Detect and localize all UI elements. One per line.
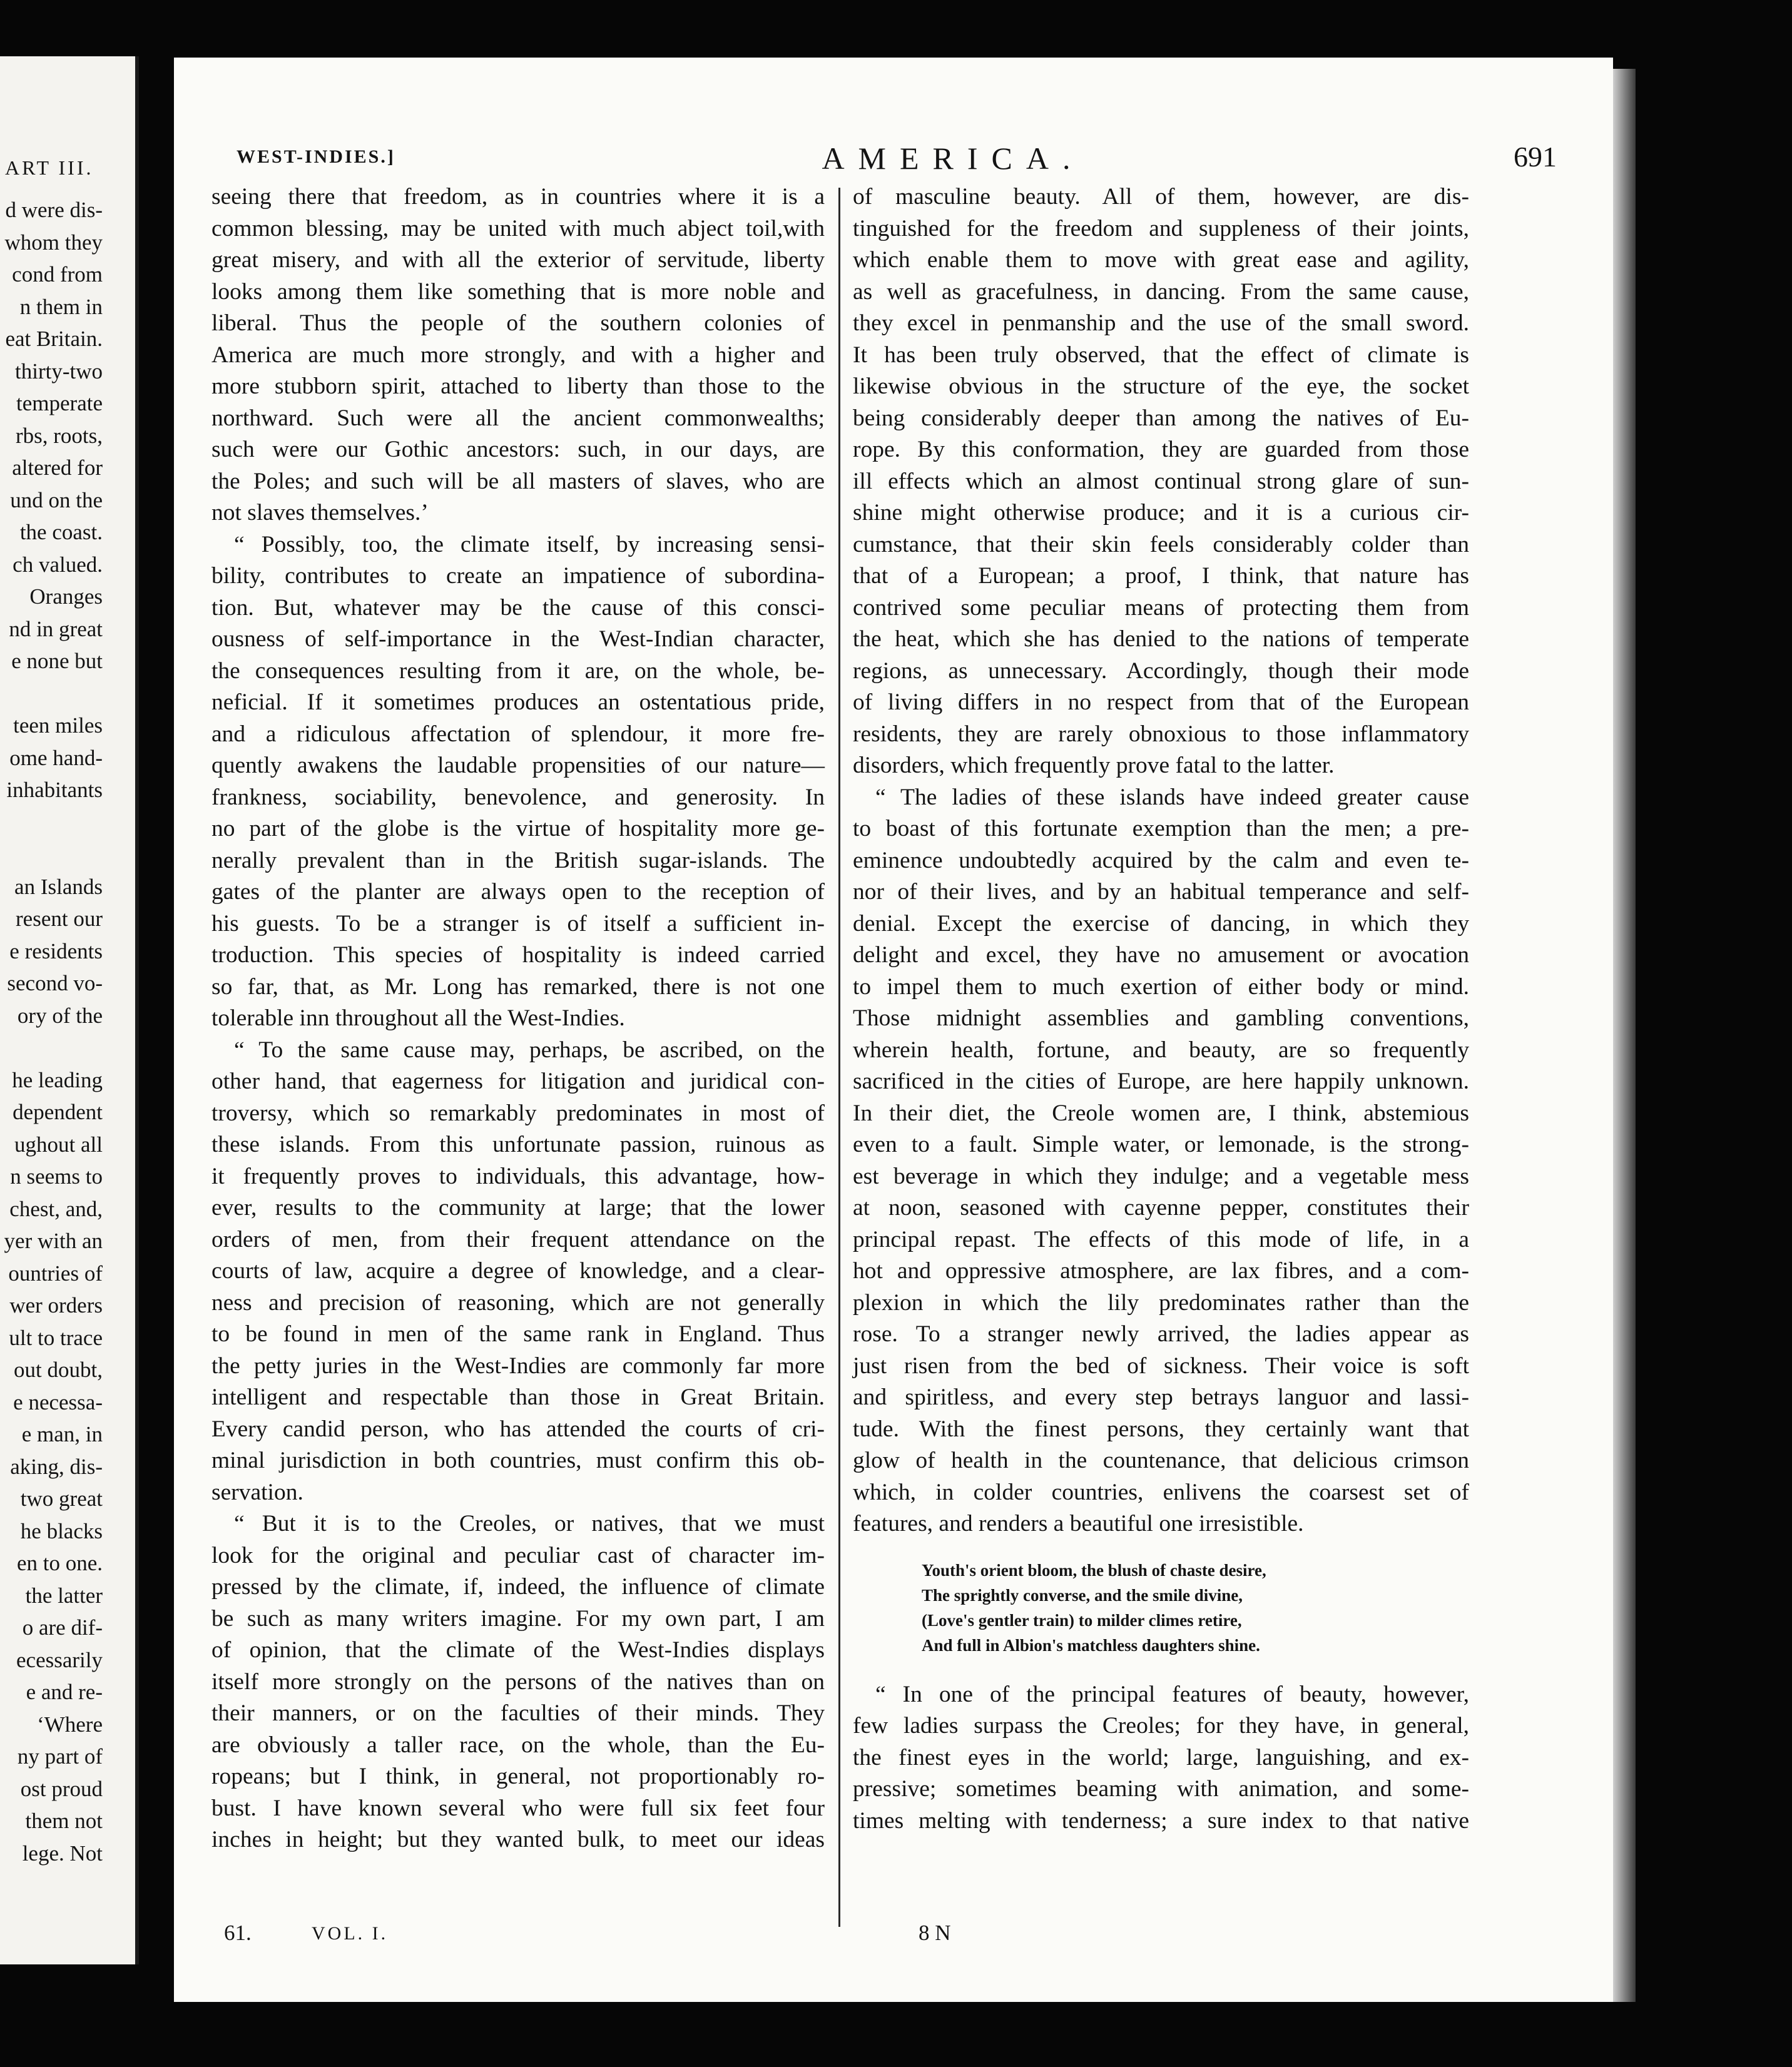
previous-page-line: rbs, roots, [15,423,103,448]
previous-page-line: an Islands [14,874,103,899]
previous-page-line: e man, in [21,1422,103,1446]
previous-page-line: e and re- [26,1680,103,1704]
column-divider [838,188,840,1927]
text-line: “ But it is to the Creoles, or natives, that we must [234,1511,825,1536]
previous-page-line: ost proud [20,1776,103,1801]
signature-mark: 8 N [919,1921,951,1945]
text-line: “ In one of the principal features of beauty, however, [875,1681,1469,1707]
text-line: ever, results to the community at large; that the lower [211,1195,825,1221]
previous-page-line: e none but [11,649,103,673]
previous-page-line: he blacks [20,1518,103,1543]
previous-page-line: teen miles [13,713,103,738]
text-line: plexion in which the lily predominates rather than the [853,1289,1469,1316]
previous-page-line: two great [20,1486,103,1511]
previous-page-line: ory of the [17,1003,103,1028]
text-line: features, and renders a beautiful one irresistible. [853,1511,1304,1536]
text-line: to impel them to much exertion of either body or mind. [853,973,1469,1000]
text-line: ropeans; but I think, in general, not proportionably ro- [211,1764,825,1789]
text-line: of masculine beauty. All of them, however, are dis- [853,184,1469,210]
text-line: likewise obvious in the structure of the eye, the socket [853,373,1469,399]
text-line: glow of health in the countenance, that delicious crimson [853,1448,1469,1473]
previous-page-line: ecessarily [16,1647,103,1672]
text-line: Those midnight assemblies and gambling conventions, [853,1005,1469,1031]
previous-page-line [0,838,103,871]
previous-page-line: eat Britain. [5,327,103,351]
previous-page-line: n them in [19,294,103,319]
signature-line [211,1921,951,1956]
previous-page-line: und on the [10,487,103,512]
page-number: 691 [1514,141,1557,173]
book-page [174,58,1613,2002]
text-line: few ladies surpass the Creoles; for they have, in general, [853,1713,1469,1739]
text-line: be such as many writers imagine. For my own part, I am [211,1605,825,1632]
text-line: the heat, which she has denied to the nations of temperate [853,626,1469,652]
text-line: delight and excel, they have no amusement or avocation [853,942,1469,968]
text-line: not slaves themselves.’ [211,500,429,526]
text-line: pressive; sometimes beaming with animation, and some- [853,1776,1469,1802]
text-line: Every candid person, who has attended the courts of cri- [211,1416,825,1442]
previous-page-line: temperate [16,391,103,415]
text-line: they excel in penmanship and the use of the small sword. [853,310,1469,336]
text-line: regions, as unnecessary. Accordingly, though their mode [853,658,1469,684]
text-line: disorders, which frequently prove fatal to the latter. [853,753,1335,778]
text-line: cumstance, that their skin feels considerably colder than [853,531,1469,557]
previous-page-line: lege. Not [22,1841,103,1866]
text-line: shine might otherwise produce; and it is a curious cir- [853,500,1469,526]
previous-page-line: ch valued. [13,552,103,577]
text-line: his guests. To be a stranger is of itself a sufficient in- [211,910,825,937]
previous-page-text [0,194,103,1869]
previous-page-line: ughout all [14,1132,103,1157]
text-line: such were our Gothic ancestors: such, in our days, are [211,437,825,462]
text-line: eminence undoubtedly acquired by the calm and even te- [853,847,1469,873]
previous-page-line: second vo- [7,971,103,995]
text-line: gates of the planter are always open to the reception of [211,879,825,905]
text-line: that of a European; a proof, I think, that nature has [853,563,1469,589]
previous-page-line: yer with an [4,1229,103,1253]
text-line: ousness of self-importance in the West-Indian character, [211,626,825,652]
previous-page-line: cond from [12,262,103,287]
text-line: to boast of this fortunate exemption than the men; a pre- [853,816,1469,841]
text-line: looks among them like something that is more noble and [211,278,825,305]
previous-page-line: thirty-two [15,358,103,383]
text-line: and spiritless, and every step betrays languor and lassi- [853,1384,1469,1410]
previous-page-line: en to one. [16,1551,103,1575]
text-line: great misery, and with all the exterior of servitude, liberty [211,247,825,273]
previous-page-line: them not [25,1809,103,1833]
text-line: liberal. Thus the people of the southern colonies of [211,310,825,336]
text-line: est beverage in which they indulge; and a vegetable mess [853,1163,1469,1189]
text-line: residents, they are rarely obnoxious to those inflammatory [853,721,1469,747]
previous-page-line: inhabitants [6,778,103,802]
previous-page-line: ountries of [8,1261,103,1286]
verse-line: (Love's gentler train) to milder climes retire, [922,1610,1242,1630]
text-line: the Poles; and such will be all masters of slaves, who are [211,468,825,494]
text-line: It has been truly observed, that the effect of climate is [853,342,1469,368]
text-line: rose. To a stranger newly arrived, the ladies appear as [853,1321,1469,1347]
verse-line: Youth's orient bloom, the blush of chaste desire, [922,1560,1266,1580]
text-line: bility, contributes to create an impatience of subordina- [211,563,825,589]
text-line: which, in colder countries, enlivens the coarsest set of [853,1479,1469,1505]
text-line: look for the original and peculiar cast of character im- [211,1542,825,1568]
previous-page-line: e residents [9,938,103,963]
previous-page-line: o are dif- [22,1615,103,1640]
text-line: bust. I have known several who were full six feet four [211,1795,825,1821]
text-line: contrived some peculiar means of protecting them from [853,594,1469,621]
text-line: the consequences resulting from it are, on the whole, be- [211,658,825,684]
text-line: troversy, which so remarkably predominates in most of [211,1100,825,1126]
text-line: at noon, seasoned with cayenne pepper, constitutes their [853,1195,1469,1221]
text-line: ill effects which an almost continual strong glare of sun- [853,468,1469,494]
page-heading: AMERICA. [822,141,1084,176]
previous-page-line [0,806,103,839]
text-line: to be found in men of the same rank in England. Thus [211,1321,825,1347]
text-line: northward. Such were all the ancient commonwealths; [211,405,825,431]
text-line: of living differs in no respect from that of the European [853,689,1469,715]
text-line: it frequently proves to individuals, this advantage, how- [211,1163,825,1189]
text-line: so far, that, as Mr. Long has remarked, there is not one [211,973,825,1000]
verse-line: And full in Albion's matchless daughters shine. [922,1635,1260,1655]
text-line: inches in height; but they wanted bulk, to meet our ideas [211,1827,825,1852]
text-line: these islands. From this unfortunate passion, ruinous as [211,1132,825,1157]
previous-page-line: resent our [16,907,103,931]
text-line: as well as gracefulness, in dancing. From the same cause, [853,278,1469,305]
text-line: tude. With the finest persons, they certainly want that [853,1416,1469,1442]
text-line: ness and precision of reasoning, which are not generally [211,1289,825,1316]
text-line: quently awakens the laudable propensities of our nature— [211,753,825,778]
text-line: sacrificed in the cities of Europe, are here happily unknown. [853,1069,1469,1094]
text-line: wherein health, fortune, and beauty, are so frequently [853,1037,1469,1063]
previous-page-line: the latter [25,1583,103,1608]
text-line: being considerably deeper than among the natives of Eu- [853,405,1469,431]
running-head [237,140,1557,184]
previous-page-line: the coast. [19,520,103,544]
text-line: “ To the same cause may, perhaps, be ascribed, on the [234,1037,825,1063]
text-line: just risen from the bed of sickness. Their voice is soft [853,1353,1469,1379]
text-line: tinguished for the freedom and suppleness of their joints, [853,215,1469,241]
text-line: orders of men, from their frequent attendance on the [211,1226,825,1252]
text-line: America are much more strongly, and with a higher and [211,342,825,368]
previous-page-line: Oranges [29,584,103,609]
sheet-number: 61. [224,1921,252,1945]
text-line: neficial. If it sometimes produces an ostentatious pride, [211,689,825,715]
text-line: are obviously a taller race, on the whole, than the Eu- [211,1732,825,1758]
text-line: their manners, or on the faculties of their minds. They [211,1700,825,1726]
text-line: common blessing, may be united with much abject toil,with [211,215,825,241]
verse-quotation [853,1558,1469,1658]
text-line: intelligent and respectable than those in Great Britain. [211,1384,825,1410]
text-line: rope. By this conformation, they are guarded from those [853,437,1469,462]
previous-page-line: e necessa- [13,1389,103,1414]
text-line: servation. [211,1479,303,1505]
text-line: frankness, sociability, benevolence, and generosity. In [211,784,825,810]
text-line: hot and oppressive atmosphere, are lax fibres, and a com- [853,1258,1469,1284]
previous-page-edge [0,56,139,1964]
text-line: tolerable inn throughout all the West-Indies. [211,1005,625,1031]
section-title: WEST-INDIES.] [237,146,395,167]
previous-page-line: ult to trace [9,1325,103,1350]
previous-page-line: n seems to [10,1164,103,1189]
text-line: times melting with tenderness; a sure index to that native [853,1807,1469,1834]
text-line: In their diet, the Creole women are, I think, abstemious [853,1100,1469,1126]
volume-label: VOL. I. [312,1923,389,1944]
previous-page-line: aking, dis- [10,1454,103,1479]
text-line: seeing there that freedom, as in countries where it is a [211,184,825,210]
text-line: “ Possibly, too, the climate itself, by increasing sensi- [234,531,825,557]
text-line: more stubborn spirit, attached to liberty than those to the [211,373,825,399]
previous-page-line [0,1032,103,1064]
text-line: “ The ladies of these islands have indeed greater cause [875,784,1469,810]
text-line: and a ridiculous affectation of splendour, it more fre- [211,721,825,747]
left-text-column [211,181,825,1856]
text-line: denial. Except the exercise of dancing, in which they [853,910,1469,937]
right-text-column [853,181,1469,1837]
right-column-body [853,181,1469,1540]
previous-page-line: wer orders [9,1293,103,1318]
text-line: nerally prevalent than in the British sugar-islands. The [211,847,825,873]
previous-page-line: chest, and, [9,1196,103,1221]
previous-page-line: he leading [12,1067,103,1092]
previous-page-line: ‘Where [37,1712,103,1737]
previous-page-line: ny part of [17,1744,103,1769]
text-line: even to a fault. Simple water, or lemonade, is the strong- [853,1132,1469,1157]
text-line: which enable them to move with great ease and agility, [853,247,1469,273]
previous-page-line: altered for [12,455,103,480]
text-line: courts of law, acquire a degree of knowledge, and a clear- [211,1258,825,1284]
previous-page-line: out doubt, [14,1358,103,1382]
text-line: minal jurisdiction in both countries, must confirm this ob- [211,1448,825,1473]
previous-page-header: ART III. [5,156,94,179]
previous-page-line: whom they [4,230,103,255]
text-line: pressed by the climate, if, indeed, the influence of climate [211,1574,825,1600]
text-line: tion. But, whatever may be the cause of this consci- [211,594,825,621]
text-line: nor of their lives, and by an habitual temperance and self- [853,879,1469,905]
previous-page-line: d were dis- [5,198,103,222]
text-line: the finest eyes in the world; large, languishing, and ex- [853,1744,1469,1770]
previous-page-line [0,678,103,710]
text-line: principal repast. The effects of this mode of life, in a [853,1226,1469,1252]
page-edge-shadow [1613,69,1636,2002]
text-line: of opinion, that the climate of the West-Indies displays [211,1637,825,1663]
previous-page-line: dependent [13,1100,103,1124]
text-line: other hand, that eagerness for litigation and juridical con- [211,1069,825,1094]
right-column-continuation [853,1679,1469,1837]
text-line: troduction. This species of hospitality is indeed carried [211,942,825,968]
text-line: no part of the globe is the virtue of hospitality more ge- [211,816,825,841]
previous-page-line: nd in great [9,616,103,641]
previous-page-line: ome hand- [9,745,103,770]
verse-line: The sprightly converse, and the smile divine, [922,1585,1243,1605]
text-line: itself more strongly on the persons of the natives than on [211,1668,825,1695]
text-line: the petty juries in the West-Indies are commonly far more [211,1353,825,1379]
